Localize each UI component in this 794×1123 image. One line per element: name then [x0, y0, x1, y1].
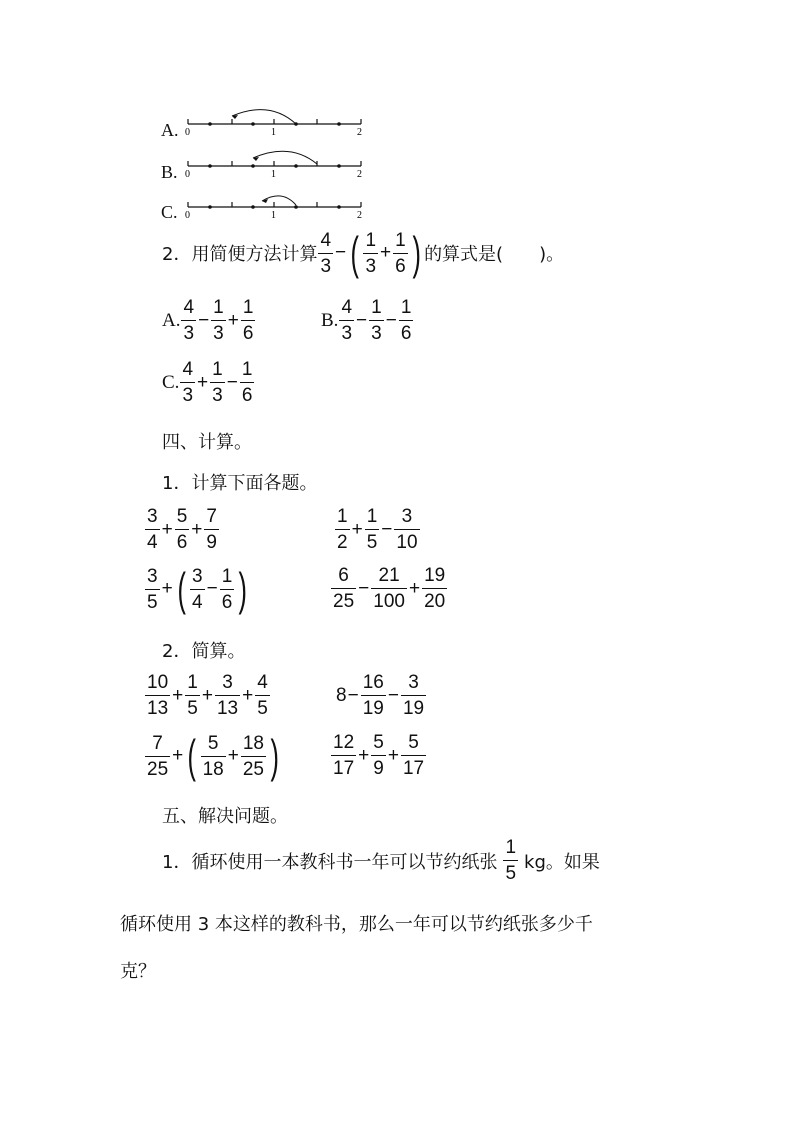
numerator: 21	[378, 565, 400, 586]
denominator: 3	[363, 253, 378, 276]
numerator: 19	[424, 565, 446, 586]
denominator: 13	[215, 695, 240, 718]
tick-0-label: 0	[185, 127, 190, 138]
section-5-title: 五、解决问题。	[162, 806, 288, 827]
denominator: 3	[210, 382, 225, 405]
numerator: 1	[337, 506, 348, 527]
operator: +	[387, 744, 399, 766]
operator: +	[227, 745, 239, 766]
numerator: 7	[206, 506, 217, 527]
denominator: 2	[335, 529, 350, 552]
option-b-label: B.	[161, 162, 178, 182]
problem-5	[144, 673, 271, 718]
denominator: 6	[220, 589, 235, 612]
numerator: 16	[362, 672, 384, 693]
tick-1-label: 1	[271, 169, 276, 180]
denominator: 18	[201, 756, 226, 779]
problem-1	[144, 507, 220, 552]
denominator: 3	[211, 320, 226, 343]
denominator: 10	[394, 529, 419, 552]
number-line-c	[180, 185, 370, 225]
denominator: 3	[318, 253, 333, 276]
problem-text: kg。如果	[524, 851, 600, 873]
numerator: 5	[408, 732, 419, 753]
numerator: 1	[212, 359, 223, 380]
denominator: 3	[369, 320, 384, 343]
denominator: 17	[331, 755, 356, 778]
operator: −	[206, 578, 218, 599]
whole-number: 8	[336, 684, 347, 706]
denominator: 6	[175, 529, 190, 552]
numerator: 4	[182, 359, 194, 380]
numerator: 18	[242, 732, 264, 754]
option-label: C.	[162, 371, 180, 393]
option-c-label: C.	[161, 202, 178, 222]
word-problem-line-3: 克？	[120, 961, 156, 982]
numerator: 1	[241, 359, 253, 380]
problem-text: 1．循环使用一本教科书一年可以节约纸张	[162, 851, 498, 873]
problem-3	[144, 563, 251, 615]
denominator: 4	[145, 529, 160, 552]
operator: +	[351, 518, 363, 540]
numerator: 3	[147, 565, 158, 587]
q2-option-b	[321, 298, 414, 343]
number-line-b	[180, 144, 370, 184]
section-4-sub-2: 2．简算。	[162, 641, 246, 662]
denominator: 3	[180, 382, 195, 405]
numerator: 4	[257, 672, 268, 693]
section-4-sub-1: 1．计算下面各题。	[162, 473, 318, 494]
left-paren: (	[187, 730, 197, 782]
operator: +	[161, 578, 173, 599]
numerator: 1	[366, 506, 378, 527]
operator: −	[347, 684, 359, 706]
numerator: 3	[222, 672, 233, 693]
section-4-title: 四、计算。	[162, 432, 252, 453]
denominator: 9	[371, 755, 386, 778]
tick-0-label: 0	[185, 169, 190, 180]
problem-6	[336, 673, 427, 718]
numerator: 12	[333, 732, 355, 753]
numerator: 1	[395, 229, 406, 251]
denominator: 3	[339, 320, 354, 343]
denominator: 5	[503, 860, 518, 883]
denominator: 25	[145, 756, 170, 779]
question-text-end: 的算式是( )。	[424, 244, 565, 265]
denominator: 6	[240, 382, 255, 405]
denominator: 4	[190, 589, 205, 612]
tick-0-label: 0	[185, 210, 190, 221]
operator: −	[381, 518, 393, 540]
numerator: 3	[147, 506, 158, 527]
numerator: 1	[400, 297, 412, 318]
numerator: 1	[221, 565, 233, 587]
operator: +	[161, 518, 173, 540]
tick-1-label: 1	[271, 127, 276, 138]
denominator: 6	[393, 253, 408, 276]
tick-2-label: 2	[357, 210, 362, 221]
operator: +	[197, 371, 209, 393]
operator: +	[380, 242, 392, 263]
tick-1-label: 1	[271, 210, 276, 221]
denominator: 5	[145, 589, 160, 612]
denominator: 3	[181, 320, 196, 343]
numerator: 1	[365, 229, 377, 251]
numerator: 10	[147, 672, 169, 693]
operator: −	[356, 309, 368, 331]
numerator: 1	[187, 672, 198, 693]
numerator: 5	[176, 506, 188, 527]
problem-2	[334, 507, 421, 552]
left-paren: (	[350, 227, 360, 279]
numerator: 4	[320, 229, 332, 251]
denominator: 20	[422, 588, 447, 611]
right-paren: )	[270, 730, 279, 782]
numerator: 3	[408, 672, 419, 693]
q2-option-a	[162, 298, 256, 343]
numerator: 1	[505, 837, 517, 858]
question-2	[162, 227, 565, 279]
word-problem-line-1	[162, 838, 600, 883]
operator: +	[201, 684, 213, 706]
tick-2-label: 2	[357, 127, 362, 138]
numerator: 1	[213, 297, 224, 318]
denominator: 13	[145, 695, 170, 718]
problem-7	[144, 730, 282, 782]
numerator: 5	[373, 732, 384, 753]
denominator: 5	[255, 695, 270, 718]
operator: −	[358, 577, 370, 599]
operator: +	[358, 744, 370, 766]
numerator: 3	[192, 565, 203, 587]
denominator: 100	[371, 588, 407, 611]
operator: +	[408, 577, 421, 599]
problem-8	[330, 733, 427, 778]
operator: +	[172, 745, 184, 766]
left-paren: (	[177, 563, 186, 615]
denominator: 19	[361, 695, 386, 718]
operator: +	[242, 684, 254, 706]
question-number: 2．	[162, 244, 192, 265]
denominator: 5	[185, 695, 200, 718]
word-problem-line-2: 循环使用 3 本这样的教科书，那么一年可以节约纸张多少千	[120, 914, 593, 935]
q2-option-c	[162, 360, 255, 405]
problem-4	[330, 566, 448, 611]
denominator: 25	[241, 756, 266, 779]
number-line-a	[180, 102, 370, 142]
option-label: A.	[162, 309, 181, 331]
denominator: 25	[331, 588, 356, 611]
operator: −	[226, 371, 238, 393]
numerator: 4	[183, 297, 195, 318]
denominator: 6	[399, 320, 414, 343]
denominator: 5	[365, 529, 380, 552]
question-text: 用简便方法计算	[191, 244, 318, 265]
operator: +	[191, 518, 203, 540]
numerator: 4	[341, 297, 353, 318]
denominator: 9	[204, 529, 219, 552]
numerator: 7	[152, 732, 163, 754]
denominator: 19	[401, 695, 426, 718]
denominator: 6	[241, 320, 256, 343]
numerator: 6	[338, 565, 349, 586]
right-paren: )	[412, 227, 421, 279]
option-a-label: A.	[161, 120, 179, 140]
operator: −	[387, 684, 399, 706]
operator: −	[198, 309, 210, 331]
operator: −	[385, 309, 397, 331]
operator: −	[335, 242, 347, 263]
right-paren: )	[238, 563, 248, 615]
tick-2-label: 2	[357, 169, 362, 180]
denominator: 17	[401, 755, 426, 778]
operator: +	[227, 309, 239, 331]
numerator: 1	[242, 297, 254, 318]
numerator: 5	[207, 732, 219, 754]
option-label: B.	[321, 309, 339, 331]
numerator: 1	[371, 297, 382, 318]
operator: +	[172, 684, 184, 706]
numerator: 3	[401, 506, 413, 527]
